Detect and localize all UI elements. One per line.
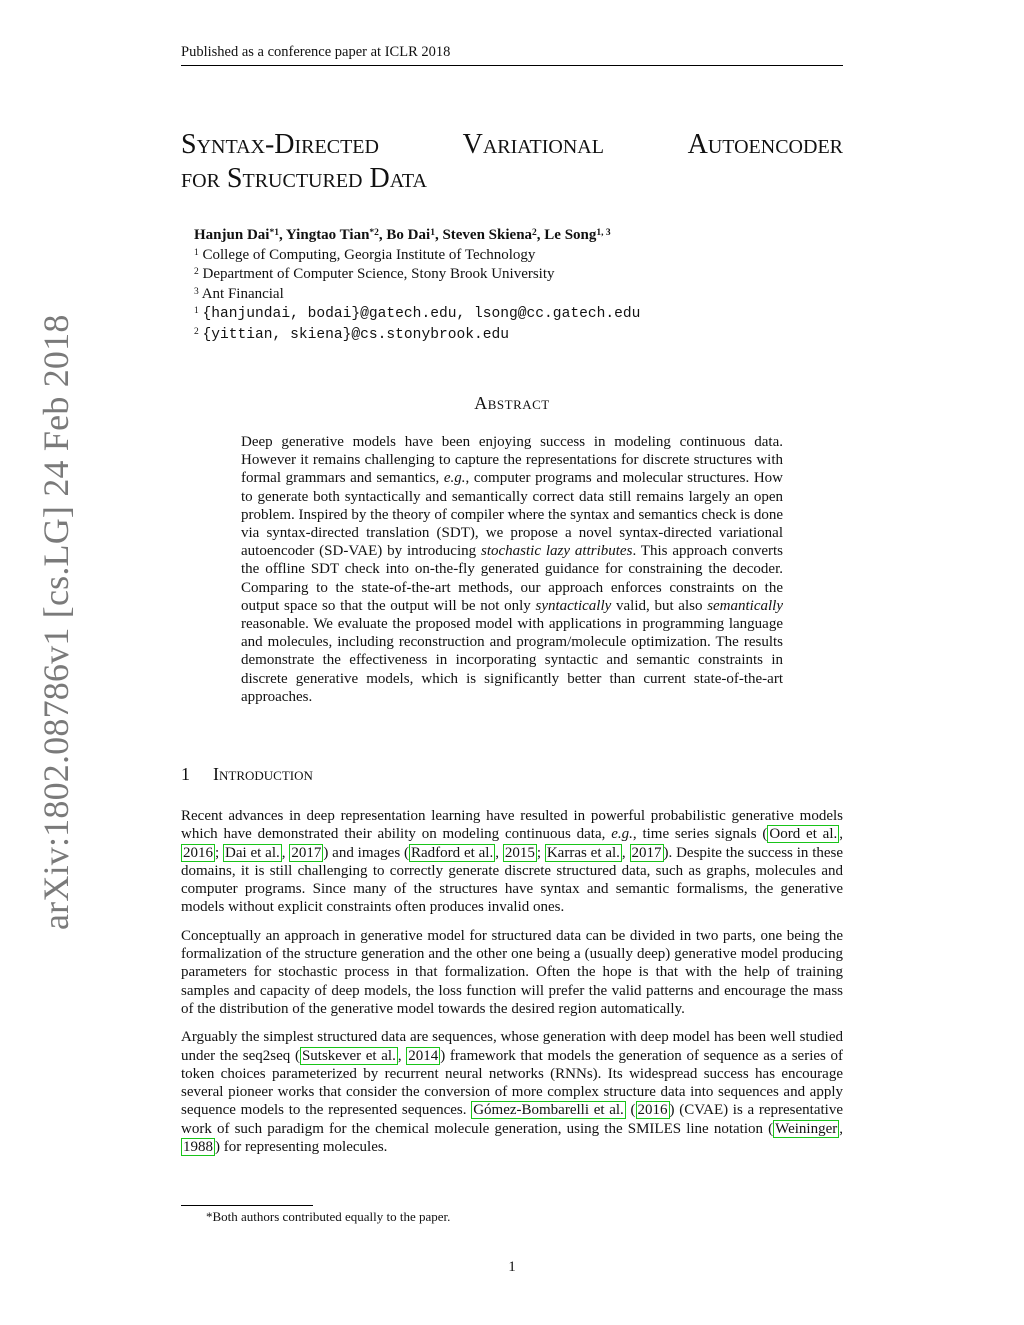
page-number: 1	[508, 1259, 516, 1275]
affiliation: $^3$ Ant Financial	[194, 285, 284, 302]
section-number: 1	[181, 764, 190, 784]
author-sup: *1	[269, 228, 279, 238]
section-title: Introduction	[213, 764, 313, 784]
citation-link[interactable]: 2014	[408, 1047, 439, 1064]
author-sup: 2	[532, 228, 537, 238]
arxiv-stamp: arXiv:1802.08786v1 [cs.LG] 24 Feb 2018	[36, 314, 76, 930]
abstract-heading: Abstract	[474, 393, 550, 413]
citation-link[interactable]: Weininger	[775, 1120, 838, 1137]
citation-link[interactable]: 2015	[504, 844, 535, 861]
title-line-2: for Structured Data	[181, 163, 427, 194]
citation-link[interactable]: 1988	[183, 1139, 213, 1156]
author-names: Hanjun Dai$^{*1}$, Yingtao Tian$^{*2}$, Bo Dai$^1$, Steven Skiena$^2$, Le Song$^{1, 3}$	[194, 227, 611, 243]
citation-link[interactable]: Radford et al.	[411, 844, 494, 861]
citation-link[interactable]: Gómez-Bombarelli et al.	[473, 1102, 624, 1119]
header-rule	[181, 65, 843, 66]
affiliation: $^2$ Department of Computer Science, Stony Brook University	[194, 266, 555, 282]
paragraph: Arguably the simplest structured data are sequences, whose generation with deep model has been well studied under the seq2seq ( Sutskever et al. , 2014 ) framework that models the generation of sequence as a series of token choices parameterized by recurrent neural networks (RNNs). Its widespread success has encourage several pioneer works that consider the conversion of more complex structure data into sequences and apply sequence models to the represented sequences. Gómez-Bombarelli et al. ( 2016 ) (CVAE) is a representative work of such paradigm for the chemical molecule generation, using the SMILES line notation ( Weininger , 1988 ) for representing molecules.	[181, 1029, 844, 1156]
abstract-body: Deep generative models have been enjoying success in modeling continuous data. However it remains challenging to capture the representations for discrete structures with formal grammars and semantics, e.g., computer programs and molecular structures. How to generate both syntactically and semantically correct data still remains largely an open problem. Inspired by the theory of compiler where the syntax and semantics check is done via syntax-directed translation (SDT), we propose a novel syntax-directed variational autoencoder (SD-VAE) by introducing stochastic lazy attributes. This approach converts the offline SDT check into on-the-fly generated guidance for constraining the decoder. Comparing to the state-of-the-art methods, our approach enforces constraints on the output space so that the output will be not only syntactically valid, but also semantically reasonable. We evaluate the proposed model with applications in programming language and molecules, including reconstruction and program/molecule optimization. The results demonstrate the effectiveness in incorporating syntactic and semantic constraints in discrete generative models, which is significantly better than current state-of-the-art approaches.	[241, 434, 784, 705]
email: $^1$ {hanjundai, bodai}@gatech.edu, lsong@cc.gatech.edu	[194, 306, 641, 322]
author-block	[194, 226, 834, 345]
author-sup: *2	[369, 228, 379, 238]
author-name: Yingtao Tian	[285, 227, 370, 243]
author-name: Le Song	[544, 227, 597, 243]
section-body	[181, 807, 843, 1166]
paragraph: Conceptually an approach in generative model for structured data can be divided in two parts, one being the formalization of the structure generation and the other one being a (usually deep) generative model producing parameters for stochastic process in that formalization. Often the hope is that with the help of training samples and capacity of deep models, the loss function will prefer the valid patterns and encourage the mass of the distribution of the generative model towards the desired region automatically.	[181, 927, 843, 1017]
running-header: Published as a conference paper at ICLR 2018	[181, 44, 451, 60]
footnote: *Both authors contributed equally to the paper.	[206, 1209, 451, 1224]
citation-link[interactable]: Karras et al.	[546, 844, 620, 861]
author-sup: 1, 3	[596, 228, 611, 238]
author-name: Hanjun Dai	[194, 227, 270, 243]
paragraph: Recent advances in deep representation learning have resulted in powerful probabilistic generative models which have demonstrated their ability on modeling continuous data, e.g., time series signals ( Oord et al. , 2016 ; Dai et al. , 2017 ) and images ( Radford et al. , 2015 ; Karras et al. , 2017 ). Despite the success in these domains, it is still challenging to correctly generate discrete structured data, such as graphs, molecules and computer programs. Since many of the structures have syntax and semantic formalisms, the generative models without explicit constraints often produces invalid ones.	[181, 808, 844, 916]
paper-title	[181, 128, 843, 196]
title-word: Variational	[462, 129, 604, 160]
citation-link[interactable]: 2017	[291, 844, 322, 861]
author-name: Steven Skiena	[442, 227, 533, 243]
title-word: Syntax-Directed	[181, 129, 379, 160]
citation-link[interactable]: 2017	[631, 844, 662, 861]
section-heading	[181, 764, 843, 785]
email: $^2$ {yittian, skiena}@cs.stonybrook.edu	[194, 326, 510, 343]
citation-link[interactable]: 2016	[637, 1102, 668, 1119]
footnote-rule	[181, 1205, 313, 1206]
author-sup: 1	[430, 228, 435, 238]
citation-link[interactable]: 2016	[183, 844, 213, 861]
citation-link[interactable]: Dai et al.	[225, 844, 280, 861]
author-name: Bo Dai	[386, 227, 431, 243]
title-word: Autoencoder	[687, 129, 843, 160]
citation-link[interactable]: Oord et al.	[769, 826, 838, 843]
citation-link[interactable]: Sutskever et al.	[301, 1047, 396, 1064]
affiliation: $^1$ College of Computing, Georgia Institute of Technology	[194, 246, 536, 263]
